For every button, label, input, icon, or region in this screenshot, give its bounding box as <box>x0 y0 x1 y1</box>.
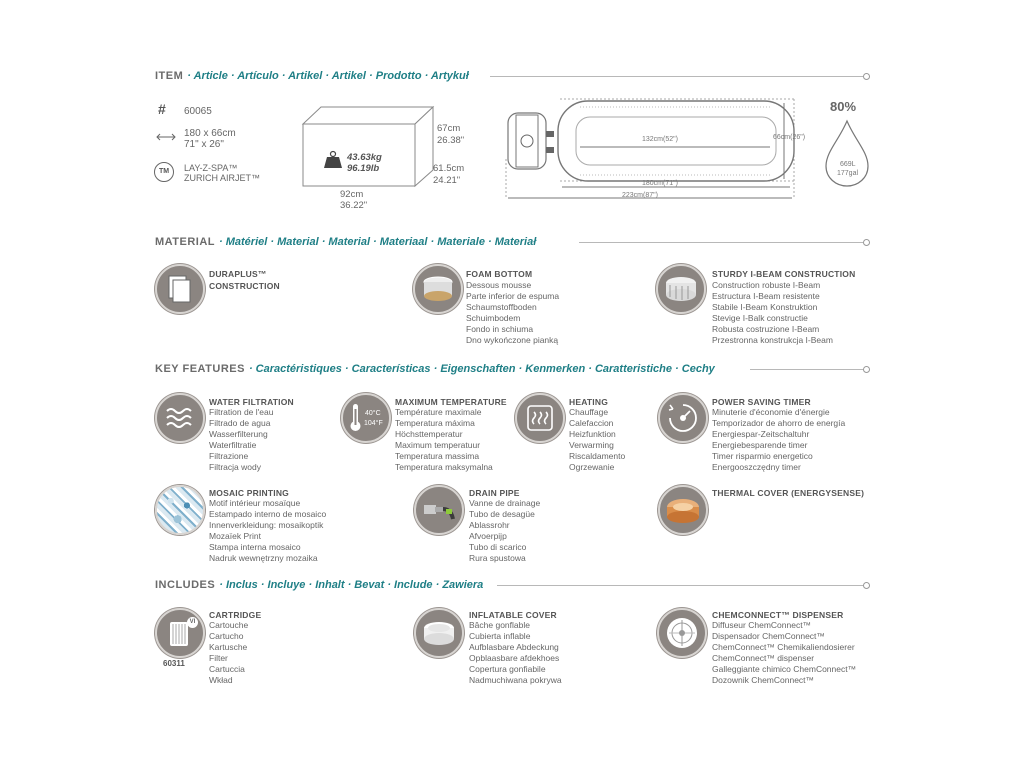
box-height-a-in: 26.38" <box>437 135 465 146</box>
translation-line: Galleggiante chimico ChemConnect™ <box>712 664 857 674</box>
material-translations: · Matériel · Material · Material · Materiaal · Materiale · Materiał <box>219 236 537 248</box>
translation-line: Ogrzewanie <box>569 462 615 472</box>
translation-line: ChemConnect™ dispenser <box>712 653 815 663</box>
feature-title: POWER SAVING TIMER <box>712 397 811 407</box>
box-width-cm: 92cm <box>340 189 364 200</box>
translation-line: Energiebesparende timer <box>712 440 808 450</box>
divider <box>579 242 863 243</box>
package-box-icon <box>300 104 436 190</box>
includes-heading: INCLUDES <box>155 579 216 591</box>
feature-title: MAXIMUM TEMPERATURE <box>395 397 507 407</box>
feature-title: WATER FILTRATION <box>209 397 294 407</box>
translation-line: Tubo de desagüe <box>469 509 535 519</box>
translation-line: Nadruk wewnętrzny mozaika <box>209 553 318 563</box>
translation-line: Temperatura massima <box>395 451 480 461</box>
fill-liters: 669L <box>840 161 856 168</box>
translation-line: Stabile I-Beam Konstruktion <box>712 302 818 312</box>
feature-title: THERMAL COVER (ENERGYSENSE) <box>712 488 865 498</box>
translation-line: Riscaldamento <box>569 451 626 461</box>
translation-line: Schaumstoffboden <box>466 302 537 312</box>
item-section-header <box>155 69 469 83</box>
divider <box>490 76 863 77</box>
cartridge-code: 60311 <box>163 659 185 668</box>
feature-title: DRAIN PIPE <box>469 488 520 498</box>
translation-line: Estructura I-Beam resistente <box>712 291 820 301</box>
water-drop-icon <box>822 118 872 188</box>
cartridge-badge: VI <box>187 617 198 628</box>
includes-section-header <box>155 578 483 592</box>
translation-line: Filtrazione <box>209 451 249 461</box>
trademark-icon: TM <box>154 162 174 182</box>
translation-line: Cartucho <box>209 631 244 641</box>
weight-lb: 96.19lb <box>347 163 380 174</box>
translation-line: Kartusche <box>209 642 248 652</box>
feature-translations <box>712 620 856 686</box>
diagram-inner: 132cm(52") <box>642 136 678 143</box>
translation-line: Parte inferior de espuma <box>466 291 560 301</box>
feature-translations <box>395 407 493 473</box>
translation-line: Stampa interna mosaico <box>209 542 301 552</box>
translation-line: Dessous mousse <box>466 280 532 290</box>
fill-percent: 80% <box>830 99 857 114</box>
translation-line: Wasserfilterung <box>209 429 268 439</box>
translation-line: Dispensador ChemConnect™ <box>712 631 825 641</box>
feature-title: CHEMCONNECT™ DISPENSER <box>712 610 844 620</box>
size-arrows-icon <box>155 133 175 144</box>
translation-line: Afvoerpijp <box>469 531 507 541</box>
item-number: 60065 <box>184 106 212 117</box>
divider-dot <box>863 239 870 246</box>
box-width-in: 36.22" <box>340 200 368 211</box>
translation-line: Dno wykończone pianką <box>466 335 559 345</box>
translation-line: Wkład <box>209 675 233 685</box>
feature-title: CONSTRUCTION <box>209 281 280 291</box>
translation-line: Maximum temperatuur <box>395 440 481 450</box>
hash-icon: # <box>158 101 166 117</box>
diagram-height: 66cm(26") <box>773 134 806 141</box>
item-heading: ITEM <box>155 70 184 82</box>
fill-gallons: 177gal <box>837 170 859 177</box>
dispenser-icon <box>657 608 707 658</box>
features-section-header <box>155 362 715 376</box>
timer-icon <box>658 393 708 443</box>
i-beam-icon <box>656 264 706 314</box>
drain-pipe-icon <box>414 485 464 535</box>
divider-dot <box>863 366 870 373</box>
translation-line: Cubierta inflable <box>469 631 531 641</box>
translation-line: Heizfunktion <box>569 429 616 439</box>
translation-line: Schuimbodem <box>466 313 521 323</box>
heating-icon <box>515 393 565 443</box>
size-metric: 180 x 66cm <box>184 128 236 139</box>
mosaic-icon <box>155 485 205 535</box>
temp-celsius: 40°C <box>365 410 381 417</box>
feature-title: CARTRIDGE <box>209 610 262 620</box>
translation-line: ChemConnect™ Chemikaliendosierer <box>712 642 855 652</box>
includes-translations: · Inclus · Incluye · Inhalt · Bevat · Include · Zawiera <box>219 579 484 591</box>
translation-line: Diffuseur ChemConnect™ <box>712 620 812 630</box>
brand-line-2: ZURICH AIRJET™ <box>184 173 261 183</box>
translation-line: Tubo di scarico <box>469 542 527 552</box>
feature-title: MOSAIC PRINTING <box>209 488 289 498</box>
feature-translations <box>569 407 625 473</box>
translation-line: Stevige I-Balk constructie <box>712 313 808 323</box>
diagram-outer: 180cm(71") <box>642 180 678 187</box>
feature-translations <box>712 407 845 473</box>
translation-line: Waterfiltratie <box>209 440 257 450</box>
feature-title: STURDY I-BEAM CONSTRUCTION <box>712 269 856 279</box>
translation-line: Filtracja wody <box>209 462 261 472</box>
item-translations: · Article · Artículo · Artikel · Artikel · Prodotto · Artykuł <box>187 70 469 82</box>
spa-dimension-diagram <box>500 95 810 207</box>
translation-line: Minuterie d'économie d'énergie <box>712 407 830 417</box>
translation-line: Filtration de l'eau <box>209 407 274 417</box>
diagram-total: 223cm(87") <box>622 192 658 199</box>
foam-bottom-icon <box>413 264 463 314</box>
translation-line: Estampado interno de mosaico <box>209 509 327 519</box>
weight-kg: 43.63kg <box>347 152 382 163</box>
translation-line: Opblaasbare afdekhoes <box>469 653 560 663</box>
feature-translations <box>469 620 562 686</box>
translation-line: Aufblasbare Abdeckung <box>469 642 559 652</box>
translation-line: Vanne de drainage <box>469 498 541 508</box>
translation-line: Bâche gonflable <box>469 620 530 630</box>
feature-translations <box>209 498 326 564</box>
translation-line: Nadmuchiwana pokrywa <box>469 675 562 685</box>
translation-line: Timer risparmio energetico <box>712 451 813 461</box>
translation-line: Energooszczędny timer <box>712 462 801 472</box>
feature-translations <box>209 620 248 686</box>
features-translations: · Caractéristiques · Características · Eigenschaften · Kenmerken · Caratteristiche · Cechy <box>248 363 715 375</box>
translation-line: Chauffage <box>569 407 609 417</box>
translation-line: Höchsttemperatur <box>395 429 463 439</box>
weight-icon <box>323 150 343 170</box>
translation-line: Robusta costruzione I-Beam <box>712 324 820 334</box>
feature-translations <box>466 280 559 346</box>
translation-line: Cartouche <box>209 620 249 630</box>
cartridge-icon <box>155 608 205 658</box>
thermal-cover-icon <box>658 485 708 535</box>
temp-fahrenheit: 104°F <box>364 420 383 427</box>
thermometer-icon <box>341 393 391 443</box>
divider <box>750 369 863 370</box>
translation-line: Température maximale <box>395 407 482 417</box>
translation-line: Filtrado de agua <box>209 418 271 428</box>
feature-translations <box>469 498 540 564</box>
sheets-icon <box>155 264 205 314</box>
inflatable-cover-icon <box>414 608 464 658</box>
feature-title: INFLATABLE COVER <box>469 610 557 620</box>
translation-line: Motif intérieur mosaïque <box>209 498 301 508</box>
translation-line: Ablassrohr <box>469 520 510 530</box>
translation-line: Rura spustowa <box>469 553 526 563</box>
translation-line: Temporizador de ahorro de energía <box>712 418 846 428</box>
material-section-header <box>155 235 536 249</box>
divider-dot <box>863 582 870 589</box>
translation-line: Temperatura máxima <box>395 418 475 428</box>
translation-line: Dozownik ChemConnect™ <box>712 675 815 685</box>
translation-line: Calefaccion <box>569 418 614 428</box>
translation-line: Fondo in schiuma <box>466 324 534 334</box>
box-height-b-in: 24.21" <box>433 175 461 186</box>
translation-line: Energiespar-Zeitschaltuhr <box>712 429 810 439</box>
feature-translations <box>209 407 273 473</box>
translation-line: Verwarming <box>569 440 614 450</box>
divider-dot <box>863 73 870 80</box>
translation-line: Przestronna konstrukcja I-Beam <box>712 335 833 345</box>
feature-title: FOAM BOTTOM <box>466 269 533 279</box>
size-imperial: 71" x 26" <box>184 139 224 150</box>
features-heading: KEY FEATURES <box>155 363 245 375</box>
brand-line-1: LAY-Z-SPA™ <box>184 163 238 173</box>
translation-line: Construction robuste I-Beam <box>712 280 821 290</box>
translation-line: Copertura gonfiabile <box>469 664 546 674</box>
water-filtration-icon <box>155 393 205 443</box>
translation-line: Innenverkleidung: mosaikoptik <box>209 520 324 530</box>
box-height-b-cm: 61.5cm <box>433 163 465 174</box>
divider <box>497 585 863 586</box>
translation-line: Temperatura maksymalna <box>395 462 493 472</box>
feature-title: HEATING <box>569 397 609 407</box>
feature-title: DURAPLUS™ <box>209 269 267 279</box>
translation-line: Cartuccia <box>209 664 245 674</box>
material-heading: MATERIAL <box>155 236 216 248</box>
feature-translations <box>712 280 833 346</box>
box-height-a-cm: 67cm <box>437 123 461 134</box>
translation-line: Filter <box>209 653 228 663</box>
translation-line: Mozaïek Print <box>209 531 261 541</box>
